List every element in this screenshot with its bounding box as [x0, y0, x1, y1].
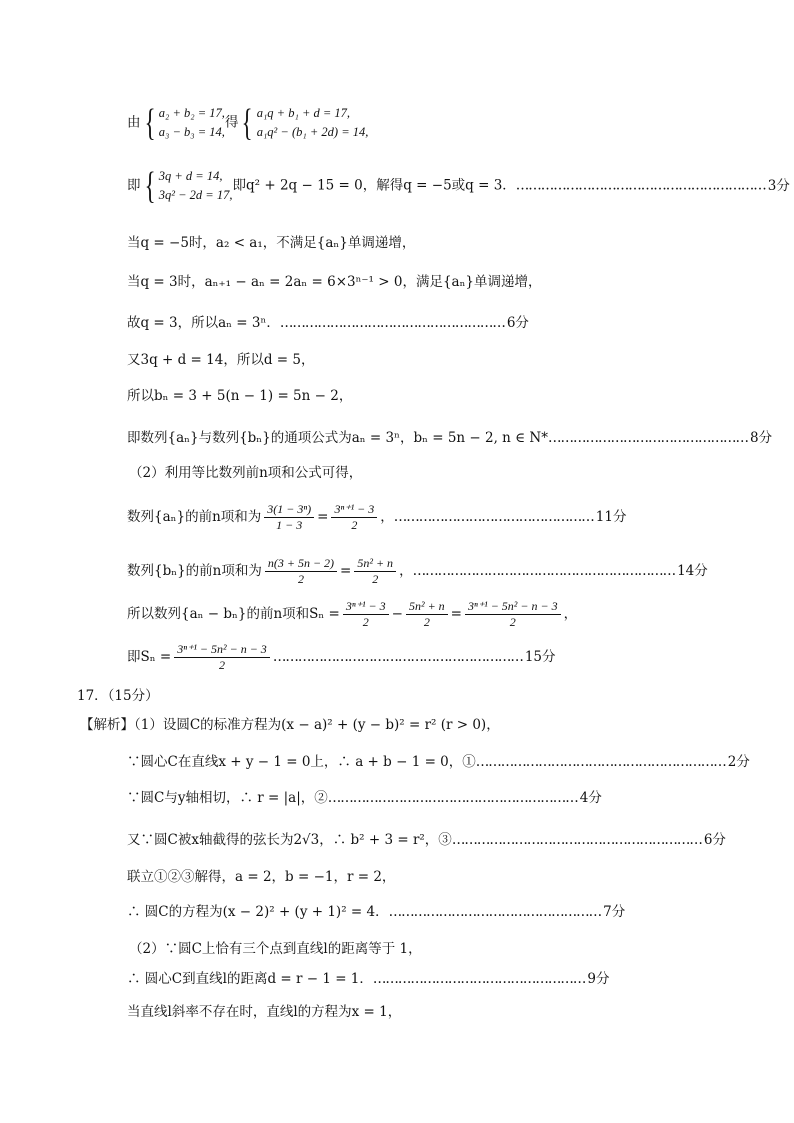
text: 即数列{aₙ}与数列{bₙ}的通项公式为aₙ = 3ⁿ，bₙ = 5n − 2, n ∈ N* — [127, 430, 548, 446]
text: 得 — [224, 114, 239, 131]
score-mark: 7分 — [603, 904, 626, 920]
line-23: 当直线l斜率不存在时，直线l的方程为x = 1， — [127, 1004, 402, 1020]
equation: a₂ + b₂ = 17, — [158, 106, 225, 120]
line-15: 【解析】（1）设圆C的标准方程为(x − a)² + (y − b)² = r² (r > 0)， — [80, 717, 500, 733]
score-mark: 6分 — [506, 315, 529, 331]
question-number: 17．（15分） — [77, 688, 159, 704]
equation-system — [257, 104, 369, 142]
line-19: 联立①②③解得，a = 2，b = −1，r = 2， — [127, 869, 396, 885]
score-mark: 8分 — [750, 430, 773, 446]
fraction — [354, 556, 396, 587]
line-13 — [127, 642, 556, 673]
text: 即Sₙ = — [127, 649, 172, 665]
text: ∵圆心C在直线x + y − 1 = 0上，∴ a + b − 1 = 0，① — [127, 754, 476, 770]
score-mark: 14分 — [677, 563, 708, 579]
equation-system — [159, 104, 225, 142]
text: − — [391, 606, 403, 622]
text: ， — [399, 563, 413, 579]
numerator: 3ⁿ⁺¹ − 3 — [331, 502, 377, 518]
text: 故q = 3，所以aₙ = 3ⁿ． — [127, 315, 280, 331]
denominator: 2 — [219, 658, 225, 672]
denominator: 2 — [509, 615, 516, 629]
fraction — [174, 642, 270, 673]
leader-dots: ………………………………………… — [393, 509, 594, 525]
fraction — [331, 502, 377, 533]
line-5 — [127, 314, 529, 332]
score-mark: 15分 — [524, 649, 556, 665]
line-22 — [127, 970, 610, 988]
text: 数列{aₙ}的前n项和为 — [127, 509, 262, 525]
line-system-2 — [127, 167, 790, 205]
text: = — [340, 563, 352, 579]
fraction — [265, 556, 337, 587]
line-8 — [127, 429, 772, 447]
numerator: 3ⁿ⁺¹ − 3 — [343, 599, 389, 615]
text: 即 — [127, 177, 141, 194]
leader-dots: …………………………………………………… — [327, 790, 578, 806]
line-12 — [127, 599, 577, 630]
equation-system — [159, 167, 233, 205]
text: = — [317, 509, 329, 525]
leader-dots: …………………………………………… — [372, 971, 586, 987]
brace: { — [144, 165, 156, 207]
line-4: 当q = 3时，aₙ₊₁ − aₙ = 2aₙ = 6×3ⁿ⁻¹ > 0，满足{aₙ}单调递增， — [127, 274, 542, 290]
text: ∴ 圆C的方程为(x − 2)² + (y + 1)² = 4． — [127, 904, 389, 920]
text: ， — [563, 606, 578, 622]
line-7: 所以bₙ = 3 + 5(n − 1) = 5n − 2， — [127, 388, 353, 404]
equation: 3q² − 2d = 17, — [158, 188, 233, 202]
text: 数列{bₙ}的前n项和为 — [127, 563, 262, 579]
numerator: 3ⁿ⁺¹ − 5n² − n − 3 — [174, 642, 270, 658]
leader-dots: …………………………………………………… — [515, 177, 766, 194]
fraction — [465, 599, 561, 630]
text: 由 — [127, 114, 141, 131]
score-mark: 3分 — [767, 177, 790, 194]
numerator: 5n² + n — [406, 599, 448, 615]
leader-dots: …………………………………………………… — [451, 832, 702, 848]
text: 又∵圆C被x轴截得的弦长为2√3，∴ b² + 3 = r²，③ — [127, 832, 452, 848]
numerator: n(3 + 5n − 2) — [265, 556, 337, 572]
brace: { — [144, 102, 156, 144]
fraction — [406, 599, 448, 630]
equation: a₃ − b₃ = 14, — [158, 125, 225, 139]
leader-dots: …………………………………………………… — [475, 754, 726, 770]
score-mark: 9分 — [587, 971, 610, 987]
denominator: 2 — [362, 615, 369, 629]
line-18 — [127, 831, 726, 849]
score-mark: 6分 — [703, 832, 726, 848]
leader-dots: …………………………………………………… — [272, 649, 523, 665]
text: = — [450, 606, 462, 622]
line-10 — [127, 502, 626, 533]
equation: a₁q² − (b₁ + 2d) = 14, — [256, 125, 369, 139]
equation: 3q + d = 14, — [158, 169, 223, 183]
line-21: （2）∵圆C上恰有三个点到直线l的距离等于 1， — [129, 941, 422, 957]
leader-dots: ……………………………………………… — [279, 315, 505, 331]
numerator: 3(1 − 3ⁿ) — [264, 502, 314, 518]
fraction — [343, 599, 389, 630]
score-mark: 4分 — [579, 790, 602, 806]
equation: a₁q + b₁ + d = 17, — [256, 106, 351, 120]
denominator: 2 — [297, 572, 304, 586]
line-16 — [127, 753, 750, 771]
denominator: 1 − 3 — [276, 518, 303, 532]
leader-dots: …………………………………………… — [388, 904, 602, 920]
leader-dots: ……………………………………………………… — [412, 563, 676, 579]
denominator: 2 — [423, 615, 430, 629]
line-system-1 — [127, 104, 368, 142]
numerator: 5n² + n — [354, 556, 396, 572]
line-9: （2）利用等比数列前n项和公式可得， — [129, 465, 363, 481]
line-20 — [127, 903, 625, 921]
score-mark: 11分 — [595, 509, 627, 525]
fraction — [264, 502, 314, 533]
leader-dots: ………………………………………… — [548, 430, 748, 446]
text: 所以数列{aₙ − bₙ}的前n项和Sₙ = — [127, 606, 340, 622]
line-3: 当q = −5时，a₂ < a₁，不满足{aₙ}单调递增， — [127, 235, 416, 251]
text: ∵圆C与y轴相切，∴ r = |a|，② — [127, 790, 328, 806]
denominator: 2 — [372, 572, 379, 586]
line-6: 又3q + d = 14，所以d = 5， — [127, 352, 315, 368]
line-11 — [127, 556, 708, 587]
text: ， — [380, 509, 394, 525]
line-17 — [127, 789, 602, 807]
denominator: 2 — [351, 518, 358, 532]
text: 即q² + 2q − 15 = 0，解得q = −5或q = 3． — [232, 177, 516, 194]
numerator: 3ⁿ⁺¹ − 5n² − n − 3 — [465, 599, 561, 615]
score-mark: 2分 — [727, 754, 750, 770]
text: ∴ 圆心C到直线l的距离d = r − 1 = 1． — [127, 971, 373, 987]
brace: { — [242, 102, 254, 144]
